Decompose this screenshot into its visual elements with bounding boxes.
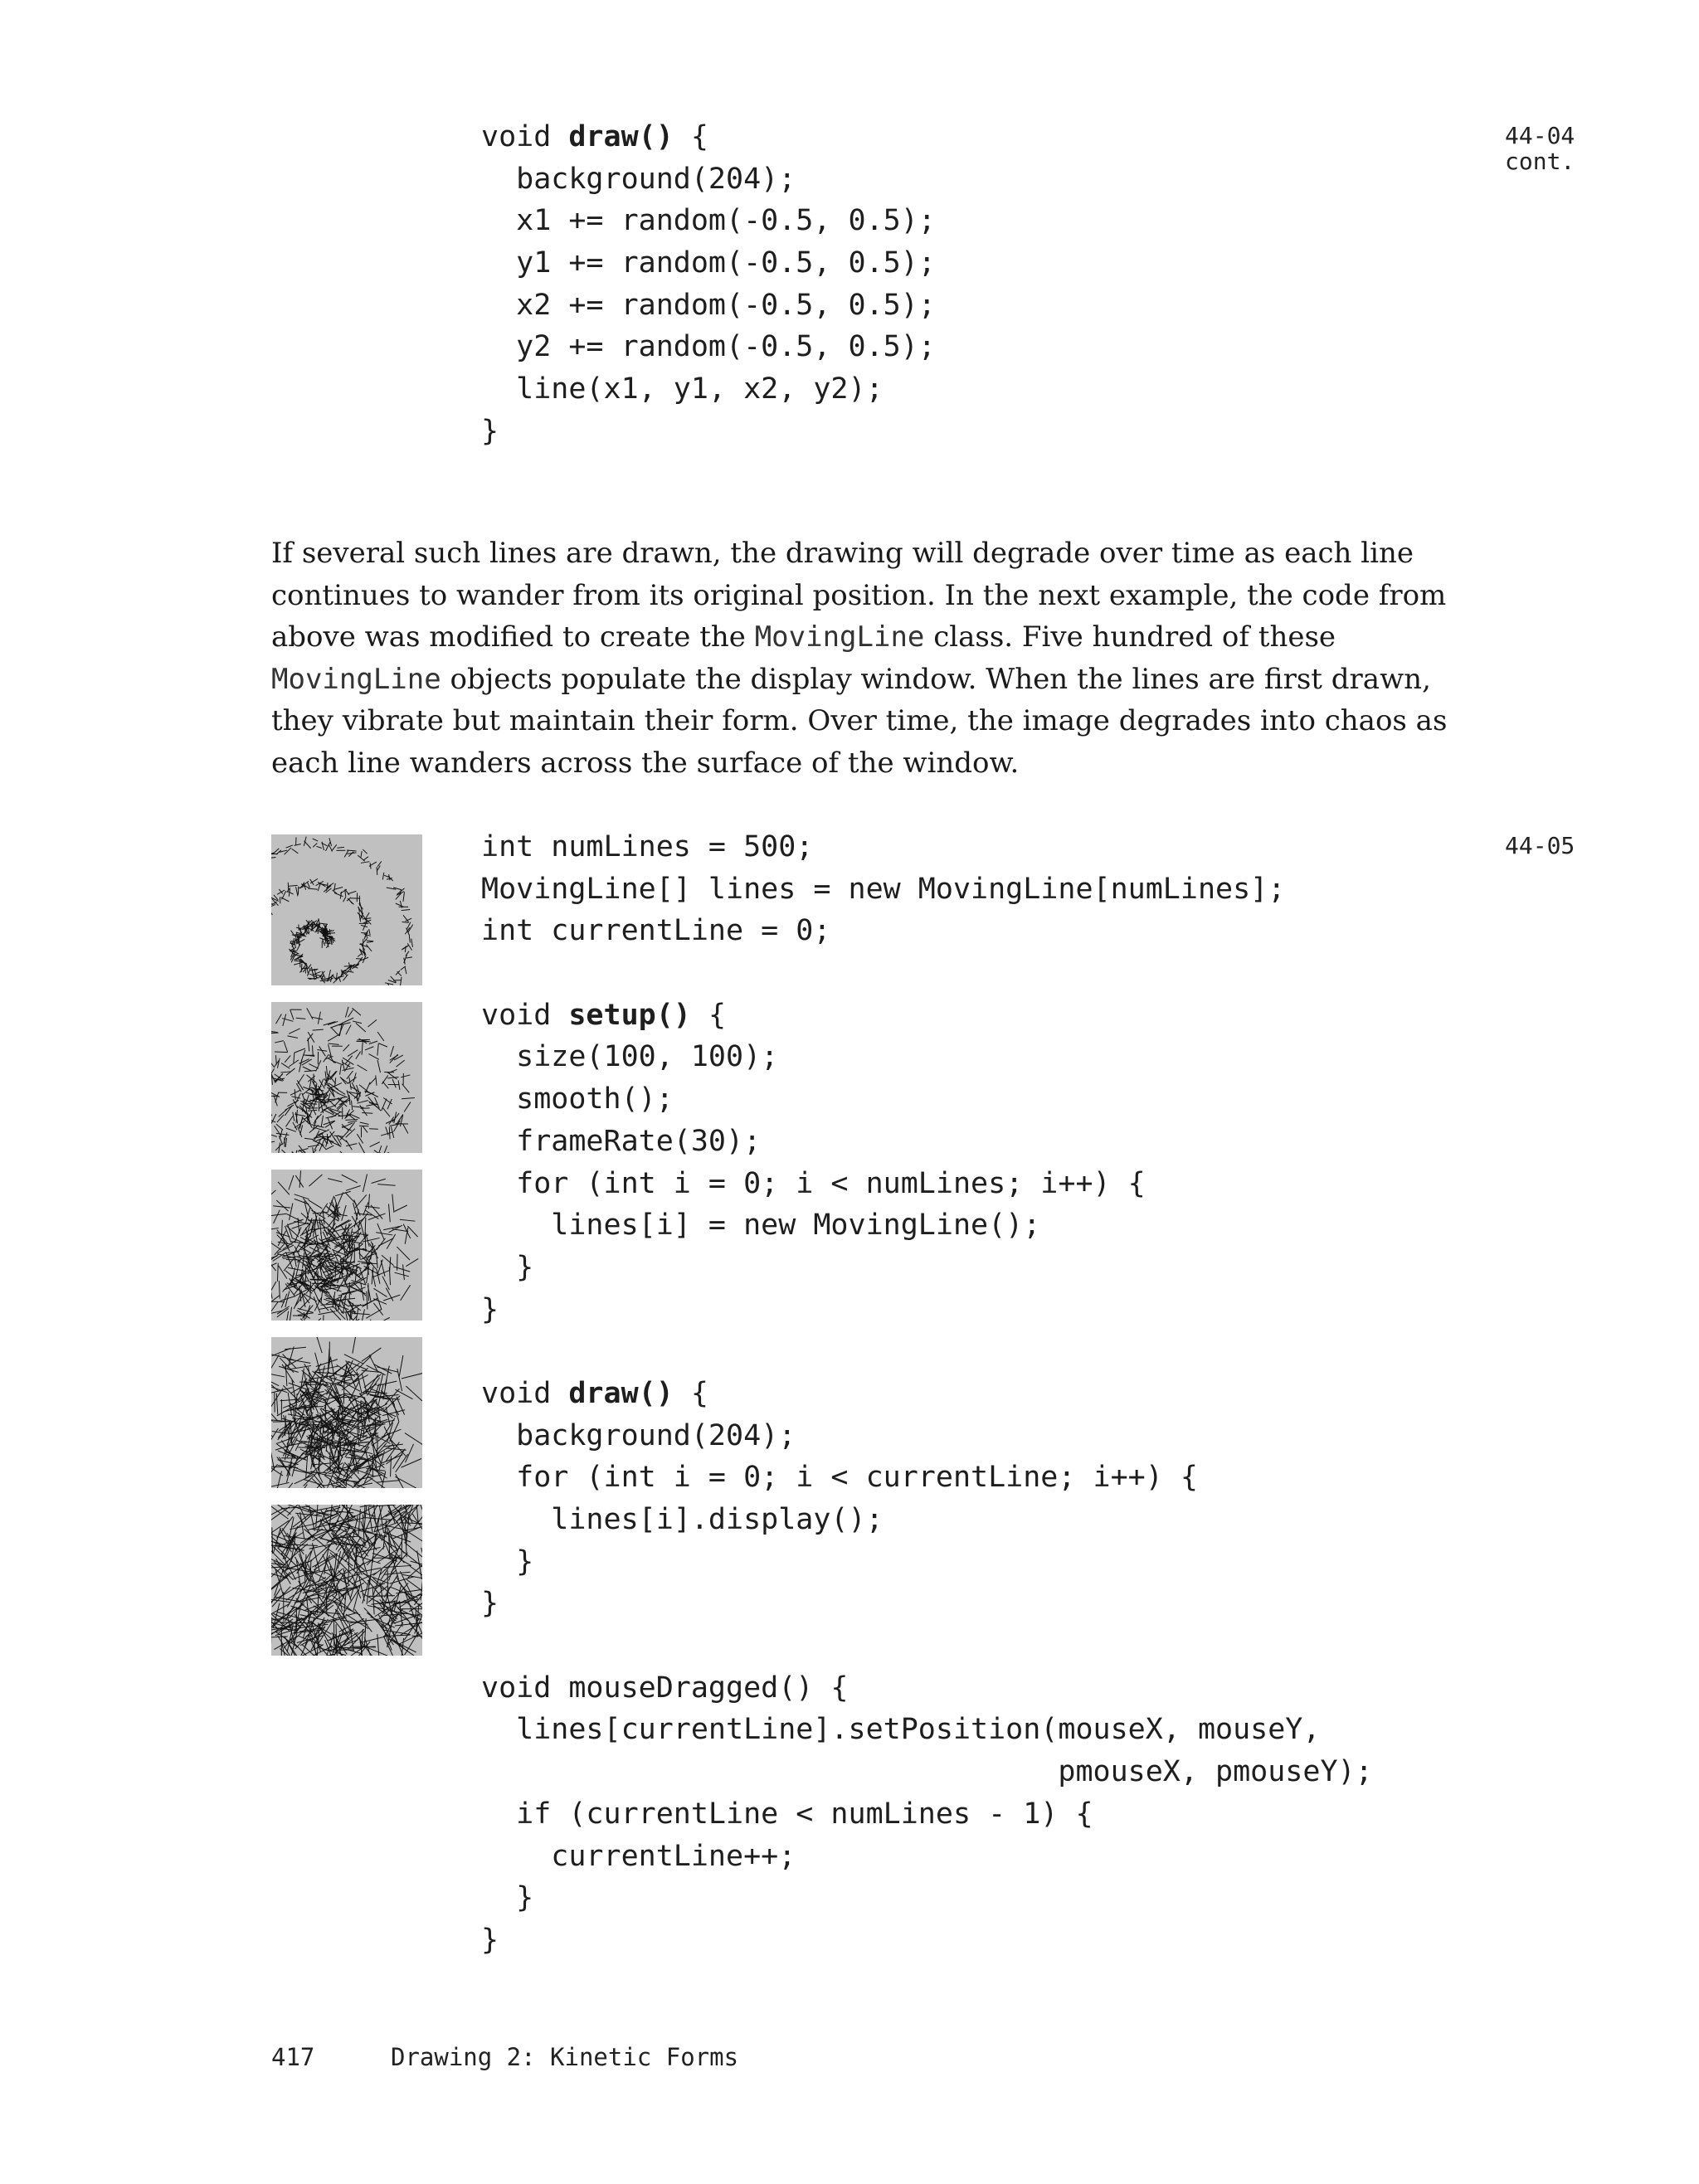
code-line: smooth();: [481, 1082, 674, 1116]
code-line: void setup() {: [481, 998, 727, 1032]
code-line: line(x1, y1, x2, y2);: [481, 372, 884, 406]
code-line: }: [481, 1881, 534, 1915]
code-line: }: [481, 1250, 534, 1284]
code-line: int numLines = 500;: [481, 830, 814, 863]
code-line: for (int i = 0; i < currentLine; i++) {: [481, 1461, 1198, 1495]
code-line: for (int i = 0; i < numLines; i++) {: [481, 1166, 1146, 1200]
paragraph-text: objects populate the display window. When the lines are first drawn, they vibrate but maintain their form. Over time, the image degrades into chaos as each line wanders across the surface of the window.: [271, 662, 1448, 780]
inline-code-classname: MovingLine: [754, 620, 925, 654]
code-line: }: [481, 1923, 499, 1957]
paragraph-text: class. Five hundred of these: [924, 620, 1336, 654]
code-line: background(204);: [481, 1418, 796, 1452]
chapter-title: Drawing 2: Kinetic Forms: [391, 2043, 739, 2071]
code-line: MovingLine[] lines = new MovingLine[numLines];: [481, 872, 1286, 906]
code-line: void draw() {: [481, 1376, 708, 1410]
output-thumbnail: [271, 834, 422, 985]
inline-code-classname: MovingLine: [271, 662, 441, 696]
code-line: currentLine++;: [481, 1839, 796, 1873]
code-line: void mouseDragged() {: [481, 1671, 849, 1705]
output-thumbnail: [271, 1002, 422, 1153]
code-line: [481, 952, 1373, 995]
code-line: pmouseX, pmouseY);: [481, 1755, 1373, 1789]
code-listing-44-04: [481, 116, 936, 453]
code-line: frameRate(30);: [481, 1124, 762, 1158]
code-line: }: [481, 1544, 534, 1578]
code-line: }: [481, 414, 499, 448]
code-line: x1 += random(-0.5, 0.5);: [481, 204, 936, 238]
code-line: x2 += random(-0.5, 0.5);: [481, 288, 936, 322]
body-paragraph: [271, 533, 1482, 785]
code-line: y2 += random(-0.5, 0.5);: [481, 330, 936, 364]
code-listing-44-05: [481, 826, 1373, 1962]
code-line: size(100, 100);: [481, 1040, 779, 1074]
page-number: 417: [271, 2043, 315, 2071]
output-thumbnail: [271, 1505, 422, 1656]
code-line: int currentLine = 0;: [481, 914, 831, 948]
code-line: [481, 1625, 1373, 1667]
code-line: y1 += random(-0.5, 0.5);: [481, 246, 936, 280]
output-thumbnail: [271, 1170, 422, 1321]
code-line: lines[currentLine].setPosition(mouseX, mouseY,: [481, 1713, 1321, 1747]
code-line: lines[i].display();: [481, 1503, 884, 1536]
example-tag-44-05: 44-05: [1505, 832, 1575, 859]
code-line: lines[i] = new MovingLine();: [481, 1209, 1041, 1243]
code-line: background(204);: [481, 162, 796, 196]
code-line: void draw() {: [481, 120, 708, 153]
example-tag-44-04: 44-04 cont.: [1505, 122, 1575, 175]
code-line: if (currentLine < numLines - 1) {: [481, 1797, 1093, 1831]
code-line: }: [481, 1292, 499, 1326]
code-line: }: [481, 1587, 499, 1621]
output-thumbnail: [271, 1337, 422, 1488]
paragraph-text: If several such lines are drawn, the drawing will degrade over time as each line continues to wander from its original position. In the next example, the code from above was modified to create the: [271, 537, 1447, 654]
code-line: [481, 1330, 1373, 1373]
